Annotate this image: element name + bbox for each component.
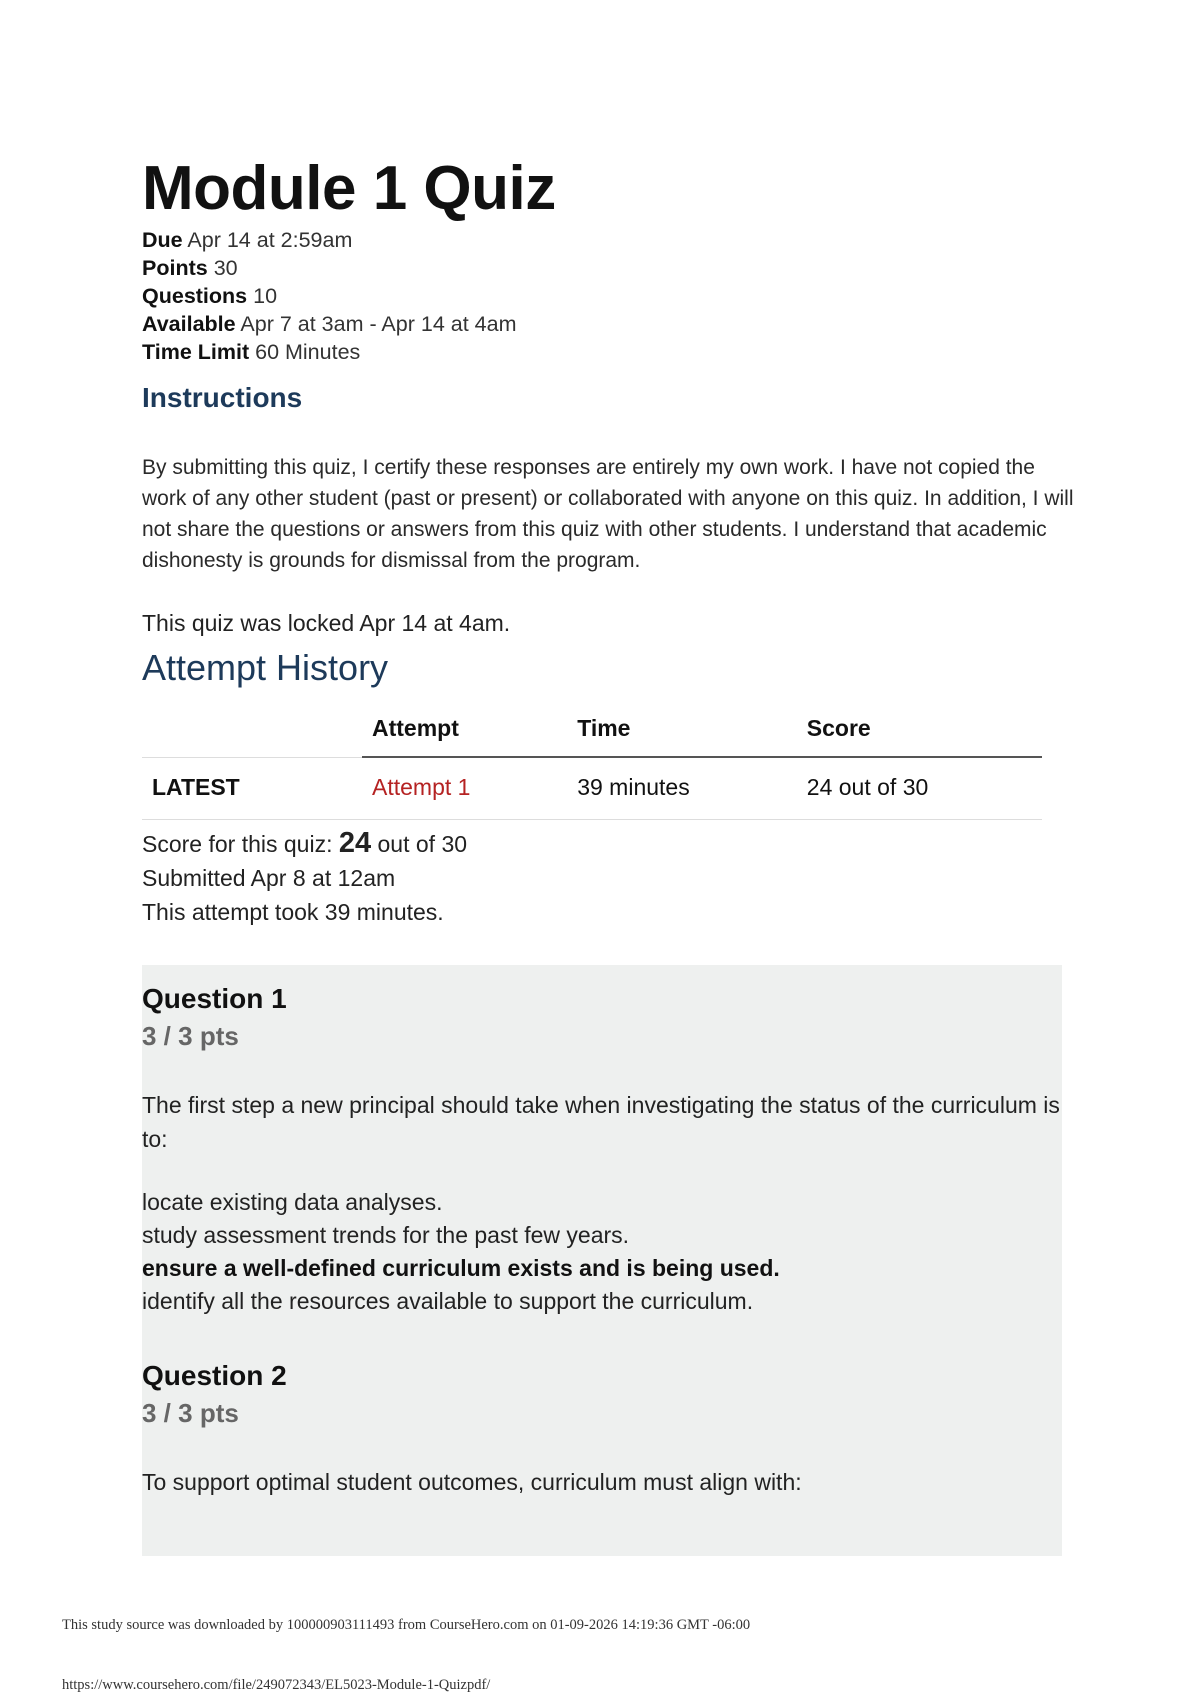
page-title: Module 1 Quiz — [142, 154, 556, 223]
instructions-text: By submitting this quiz, I certify these responses are entirely my own work. I have not copied the work of any other student (past or present) or collaborated with anyone on this quiz. In addition, I will not share the questions or answers from this quiz with other students. I understand that academic dishonesty is grounds for dismissal from the program. — [142, 456, 1074, 572]
question-heading: Question 2 — [142, 1360, 287, 1391]
question-text: The first step a new principal should take when investigating the status of the curriculum is to: — [142, 1092, 1060, 1152]
attempt-history-table — [142, 703, 1042, 820]
submitted-line: Submitted Apr 8 at 12am — [142, 865, 396, 891]
available-label: Available — [142, 312, 236, 336]
questions-panel — [142, 965, 1062, 1556]
answer-list — [142, 1186, 1062, 1318]
question-text: To support optimal student outcomes, curriculum must align with: — [142, 1469, 802, 1495]
score-value: 24 — [338, 827, 372, 859]
instructions-heading: Instructions — [142, 382, 303, 413]
time-cell: 39 minutes — [567, 757, 797, 820]
due-value: Apr 14 at 2:59am — [187, 228, 353, 252]
time-limit-row — [142, 338, 1062, 366]
locked-notice: This quiz was locked Apr 14 at 4am. — [142, 610, 511, 636]
question-2 — [142, 1360, 1062, 1499]
score-cell: 24 out of 30 — [797, 757, 1042, 820]
questions-value: 10 — [253, 284, 278, 308]
time-limit-value: 60 Minutes — [255, 340, 361, 364]
score-column-header: Score — [797, 703, 1042, 757]
question-points: 3 / 3 pts — [142, 1398, 239, 1428]
available-row — [142, 310, 1062, 338]
points-label: Points — [142, 256, 208, 280]
answer-option-correct: ensure a well-defined curriculum exists and is being used. — [142, 1255, 780, 1281]
question-points: 3 / 3 pts — [142, 1021, 239, 1051]
questions-row — [142, 282, 1062, 310]
points-row — [142, 254, 1062, 282]
download-note: This study source was downloaded by 100000903111493 from CourseHero.com on 01-09-2026 14:19:36 GMT -06:00 — [62, 1617, 751, 1633]
question-1 — [142, 983, 1062, 1318]
score-prefix: Score for this quiz: — [142, 831, 339, 857]
quiz-content — [142, 154, 1074, 1556]
score-suffix: out of 30 — [371, 831, 468, 857]
available-value: Apr 7 at 3am - Apr 14 at 4am — [240, 312, 517, 336]
source-url[interactable]: https://www.coursehero.com/file/249072343/EL5023-Module-1-Quizpdf/ — [62, 1677, 491, 1693]
table-header-row — [142, 703, 1042, 757]
questions-label: Questions — [142, 284, 248, 308]
question-heading: Question 1 — [142, 983, 287, 1014]
latest-label: LATEST — [142, 757, 362, 820]
score-line — [142, 826, 1062, 861]
answer-option: locate existing data analyses. — [142, 1189, 443, 1215]
duration-line: This attempt took 39 minutes. — [142, 899, 444, 925]
attempt-history-heading: Attempt History — [142, 647, 389, 688]
attempt-cell — [362, 757, 567, 820]
table-row — [142, 757, 1042, 820]
time-limit-label: Time Limit — [142, 340, 250, 364]
due-label: Due — [142, 228, 183, 252]
answer-option: identify all the resources available to support the curriculum. — [142, 1288, 754, 1314]
blank-header — [142, 703, 362, 757]
points-value: 30 — [213, 256, 238, 280]
answer-option: study assessment trends for the past few years. — [142, 1222, 630, 1248]
attempt-column-header: Attempt — [362, 703, 567, 757]
attempt-1-link[interactable]: Attempt 1 — [372, 774, 471, 800]
time-column-header: Time — [567, 703, 797, 757]
due-row — [142, 226, 1062, 254]
score-summary — [142, 826, 1062, 929]
quiz-meta — [142, 226, 1062, 366]
